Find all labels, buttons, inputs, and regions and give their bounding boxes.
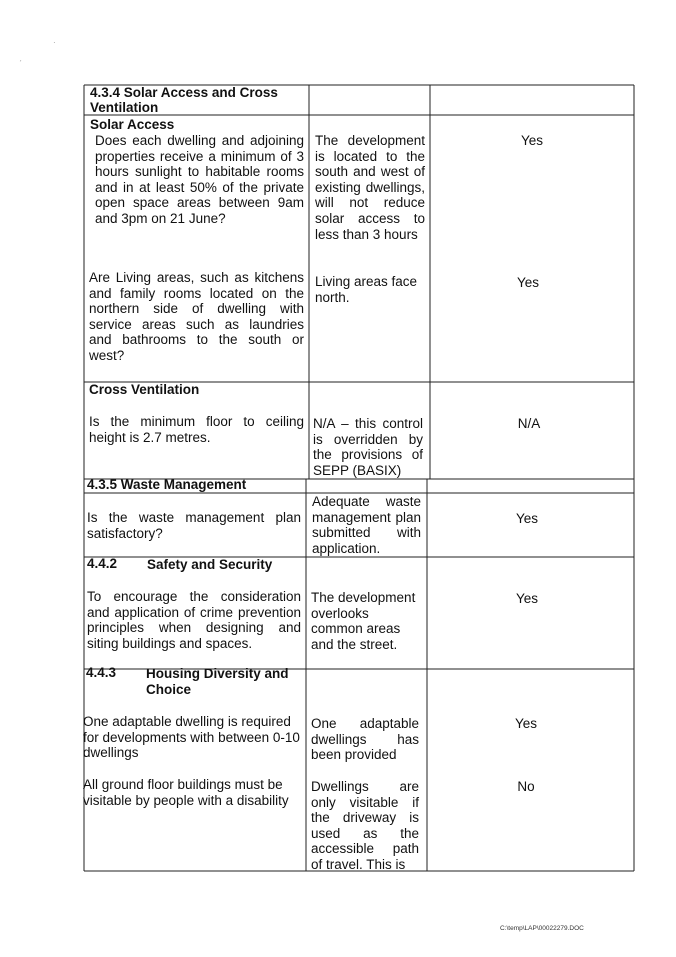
solar-access-control-1: Does each dwelling and adjoining properties receive a minimum of 3 hours sunlight to habitable rooms and in at least 50% of the private open space areas between 9am and 3pm on 21 June? (95, 133, 304, 226)
housing-diversity-response-2: Dwellings are only visitable if the driveway is used as the accessible path of travel. This is (311, 779, 419, 872)
waste-management-response: Adequate waste management plan submitted with application. (312, 494, 421, 556)
cross-ventilation-control: Is the minimum floor to ceiling height is 2.7 metres. (89, 414, 304, 445)
section-number-4-4-2: 4.4.2 (87, 556, 118, 571)
section-title-housing-diversity: Housing Diversity and Choice (146, 666, 289, 697)
section-heading-4-3-5: 4.3.5 Waste Management (87, 477, 247, 492)
housing-diversity-response-1: One adaptable dwellings has been provided (311, 716, 419, 763)
safety-security-response: The development overlooks common areas and the street. (311, 590, 416, 652)
cross-ventilation-complies: N/A (517, 416, 541, 431)
section-heading-4-3-4: 4.3.4 Solar Access and Cross Ventilation (90, 85, 278, 115)
scan-speck: · (53, 38, 56, 47)
safety-security-complies: Yes (515, 591, 539, 606)
section-number-4-4-3: 4.4.3 (86, 665, 117, 680)
solar-access-complies-1: Yes (520, 133, 544, 148)
cross-ventilation-response: N/A – this control is overridden by the provisions of SEPP (BASIX) (313, 416, 423, 478)
solar-access-response-2: Living areas face north. (315, 274, 418, 305)
housing-diversity-complies-2: No (517, 779, 535, 794)
housing-diversity-control-2: All ground floor buildings must be visitable by people with a disability (83, 777, 289, 808)
safety-security-control: To encourage the consideration and application of crime prevention principles when designing and siting buildings and spaces. (87, 589, 301, 651)
waste-management-complies: Yes (515, 511, 539, 526)
solar-access-complies-2: Yes (516, 275, 540, 290)
housing-diversity-complies-1: Yes (514, 716, 538, 731)
solar-access-control-2: Are Living areas, such as kitchens and family rooms located on the northern side of dwelling with service areas such as laundries and bathrooms to the south or west? (89, 270, 304, 363)
subheading-solar-access: Solar Access (90, 117, 175, 132)
waste-management-control: Is the waste management plan satisfactory? (87, 510, 301, 541)
scan-speck: ˏ (19, 53, 22, 62)
housing-diversity-control-1: One adaptable dwelling is required for developments with between 0-10 dwellings (83, 714, 300, 761)
document-path-footer: C:\temp\LAP\00022279.DOC (500, 925, 584, 932)
subheading-cross-ventilation: Cross Ventilation (89, 382, 200, 397)
solar-access-response-1: The development is located to the south and west of existing dwellings, will not reduce solar access to less than 3 hours (315, 133, 425, 242)
section-title-safety-security: Safety and Security (147, 557, 273, 572)
